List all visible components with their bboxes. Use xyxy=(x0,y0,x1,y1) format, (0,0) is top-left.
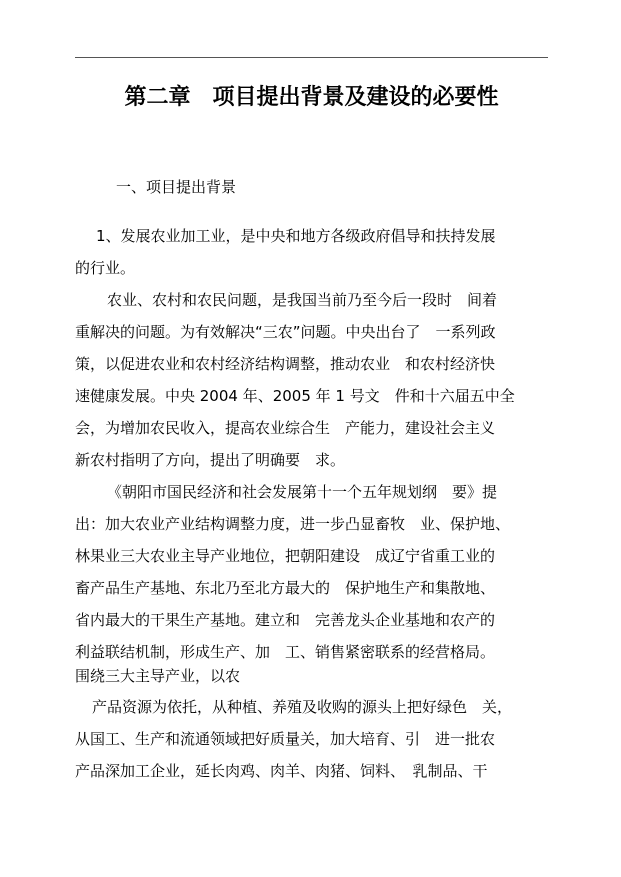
body-line: 利益联结机制，形成生产、加 工、销售紧密联系的经营格局。 xyxy=(75,643,496,661)
body-line: 策，以促进农业和农村经济结构调整，推动农业 和农村经济快 xyxy=(75,355,496,373)
header-rule xyxy=(75,57,548,58)
body-line: 新农村指明了方向，提出了明确要 求。 xyxy=(75,451,346,469)
body-line: 农业、农村和农民问题，是我国当前乃至今后一段时 间着 xyxy=(107,291,498,309)
body-line: 林果业三大农业主导产业地位，把朝阳建设 成辽宁省重工业的 xyxy=(75,547,496,565)
body-line: 省内最大的干果生产基地。建立和 完善龙头企业基地和农产的 xyxy=(75,611,496,629)
body-line: 围绕三大主导产业，以农 xyxy=(75,667,241,685)
body-line: 出：加大农业产业结构调整力度，进一步凸显畜牧 业、保护地、 xyxy=(75,515,511,533)
body-line: 《朝阳市国民经济和社会发展第十一个五年规划纲 要》提 xyxy=(107,483,498,501)
body-line: 的行业。 xyxy=(75,259,136,277)
body-line: 速健康发展。中央 2004 年、2005 年 1 号文 件和十六届五中全 xyxy=(75,387,515,405)
body-line: 从国工、生产和流通领域把好质量关，加大培育、引 进一批农 xyxy=(75,730,496,748)
body-line: 产品资源为依托，从种植、养殖及收购的源头上把好绿色 关， xyxy=(92,698,513,716)
chapter-title: 第二章 项目提出背景及建设的必要性 xyxy=(124,84,499,110)
body-line: 重解决的问题。为有效解决“三农”问题。中央出台了 一系列政 xyxy=(75,323,496,341)
body-line: 1、发展农业加工业，是中央和地方各级政府倡导和扶持发展 xyxy=(96,227,496,245)
section-heading: 一、项目提出背景 xyxy=(116,178,237,196)
body-line: 产品深加工企业，延长肉鸡、肉羊、肉猪、饲料、 乳制品、干 xyxy=(75,762,488,780)
body-line: 畜产品生产基地、东北乃至北方最大的 保护地生产和集散地、 xyxy=(75,579,496,597)
body-line: 会，为增加农民收入，提高农业综合生 产能力，建设社会主义 xyxy=(75,419,496,437)
